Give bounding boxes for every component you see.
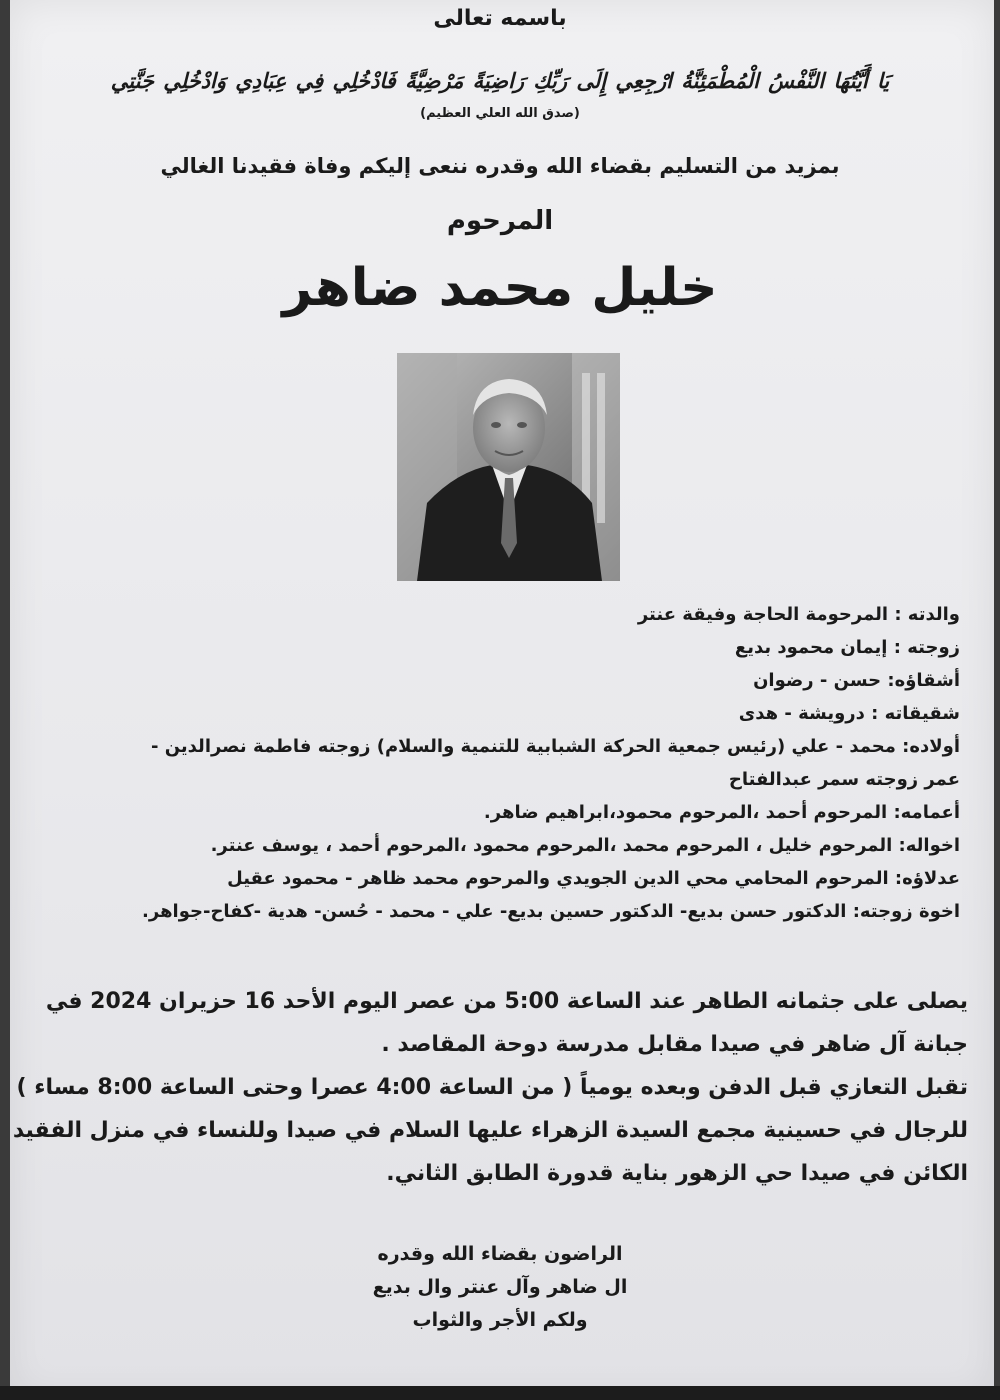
family-line-children: أولاده: محمد - علي (رئيس جمعية الحركة الشبابية للتنمية والسلام) زوجته فاطمة نصرالدين - (150, 736, 960, 757)
family-line-wife: زوجته : إيمان محمود بديع (734, 637, 960, 658)
family-line-sisters: شقيقاته : درويشة - هدى (738, 703, 960, 724)
quran-verse: يَا أَيَّتُهَا النَّفْسُ الْمُطْمَئِنَّةُ ارْجِعِي إِلَى رَبِّكِ رَاضِيَةً مَرْضِيَّةً فَادْخُلِي فِي عِبَادِي وَادْخُلِي جَنَّتِي (110, 68, 890, 93)
invocation-heading: باسمه تعالى (433, 6, 567, 31)
closing-block (300, 1238, 700, 1337)
family-line-brothers: أشقاؤه: حسن - رضوان (753, 670, 960, 691)
closing-line-2: ال ضاهر وآل عنتر وال بديع (372, 1276, 628, 1298)
page-edge-strip (0, 1386, 1000, 1400)
family-line-wife-siblings: اخوة زوجته: الدكتور حسن بديع- الدكتور حسين بديع- علي - محمد - حُسن- هدية -كفاح-جواهر. (142, 901, 960, 922)
closing-line-3: ولكم الأجر والثواب (412, 1309, 588, 1331)
funeral-notice (12, 980, 968, 1195)
family-line-maternal-uncles: اخواله: المرحوم خليل ، المرحوم محمد ،المرحوم محمود ،المرحوم أحمد ، يوسف عنتر. (210, 835, 960, 856)
notice-line-condolences: تقبل التعازي قبل الدفن وبعده يومياً ( من الساعة 4:00 عصرا وحتى الساعة 8:00 مساء ) (16, 1075, 968, 1100)
family-line-paternal-uncles: أعمامه: المرحوم أحمد ،المرحوم محمود،ابراهيم ضاهر. (483, 802, 960, 823)
closing-line-1: الراضون بقضاء الله وقدره (377, 1243, 623, 1265)
deceased-name: خليل محمد ضاهر (282, 258, 718, 318)
portrait-photo (397, 353, 620, 581)
family-line-in-laws: عدلاؤه: المرحوم المحامي محي الدين الجويدي والمرحوم محمد ظاهر - محمود عقيل (227, 868, 960, 889)
intro-line: بمزيد من التسليم بقضاء الله وقدره ننعى إليكم وفاة فقيدنا الغالي (160, 154, 840, 178)
notice-line-address: الكائن في صيدا حي الزهور بناية قدورة الطابق الثاني. (386, 1161, 968, 1186)
notice-line-prayer: يصلى على جثمانه الطاهر عند الساعة 5:00 من عصر اليوم الأحد 16 حزيران 2024 في (45, 989, 968, 1014)
notice-line-cemetery: جبانة آل ضاهر في صيدا مقابل مدرسة دوحة المقاصد . (381, 1032, 968, 1057)
family-list (100, 598, 960, 928)
notice-line-venues: للرجال في حسينية مجمع السيدة الزهراء عليها السلام في صيدا وللنساء في منزل الفقيد (12, 1118, 968, 1143)
family-line-mother: والدته : المرحومة الحاجة وفيقة عنتر (637, 604, 960, 625)
portrait-photo-icon (397, 353, 620, 581)
verse-closing: (صدق الله العلي العظيم) (420, 106, 580, 121)
deceased-label: المرحوم (446, 206, 554, 236)
family-line-children-cont: عمر زوجته سمر عبدالفتاح (728, 769, 960, 790)
